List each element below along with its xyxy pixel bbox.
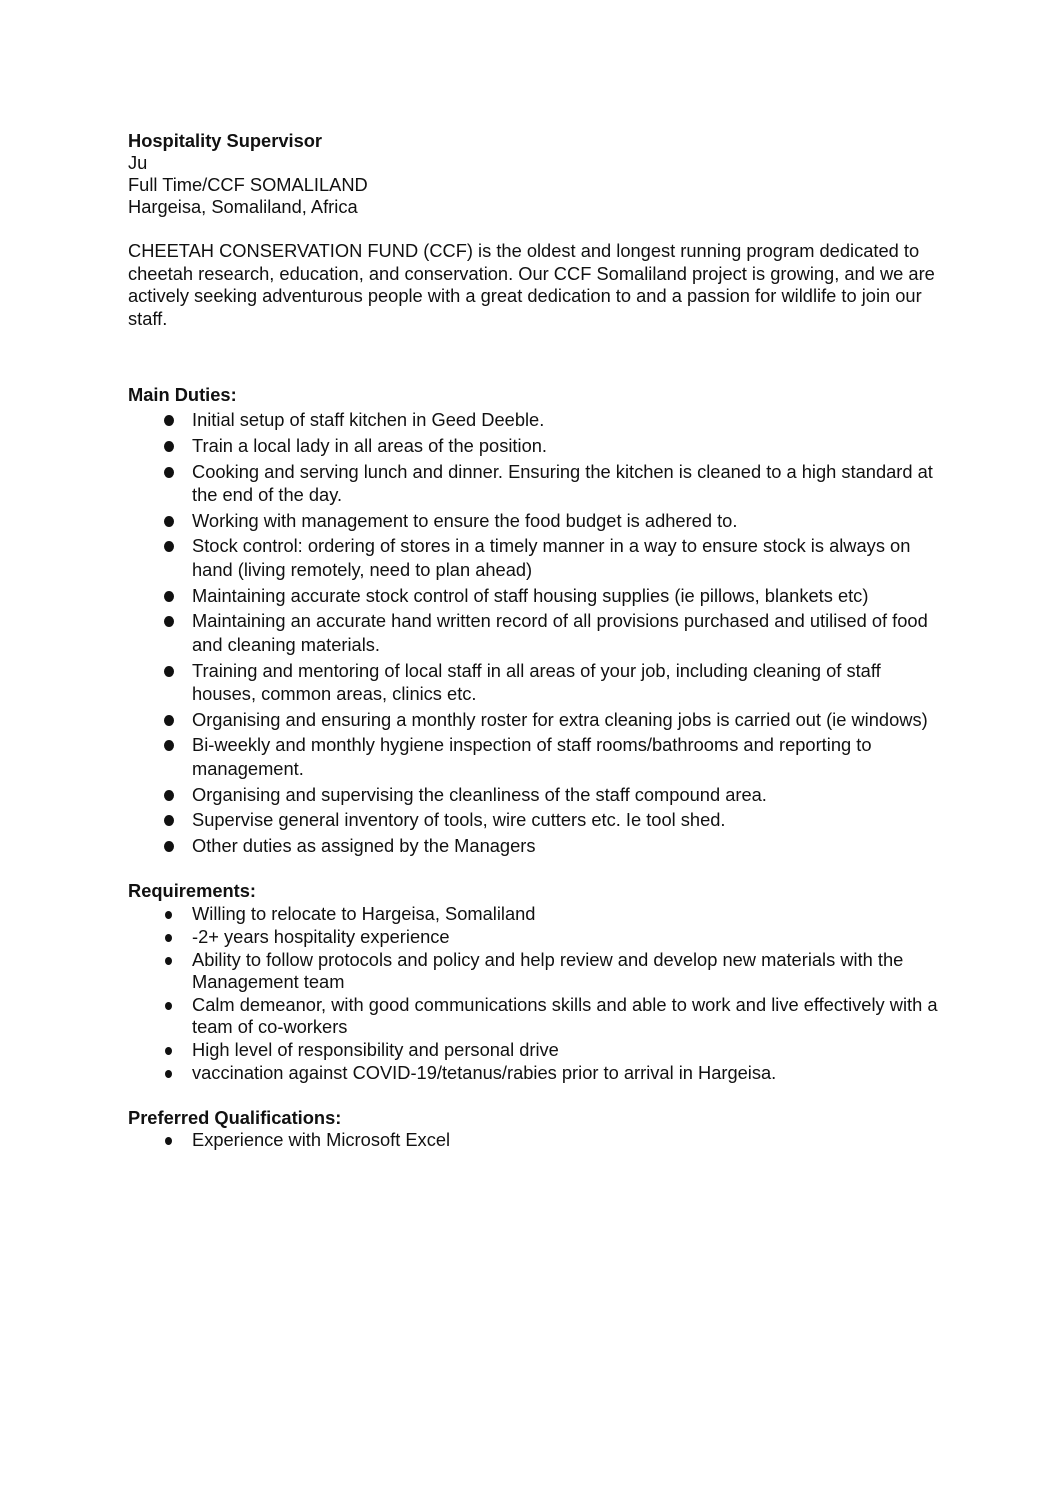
duty-item: Maintaining an accurate hand written record of all provisions purchased and utilised of food and cleaning materials. xyxy=(128,609,948,656)
bullet-icon xyxy=(165,1137,172,1145)
requirement-item: -2+ years hospitality experience xyxy=(128,926,948,948)
requirements-heading: Requirements: xyxy=(128,880,256,902)
intro-paragraph: CHEETAH CONSERVATION FUND (CCF) is the oldest and longest running program dedicated to cheetah research, education, and conservation. Our CCF Somaliland project is growing, and we are actively seeking adventurous people with a great dedication to and a passion for wildlife to join our staff. xyxy=(128,240,935,329)
bullet-icon xyxy=(164,790,174,801)
bullet-icon xyxy=(164,715,174,726)
preferred-qualifications-heading: Preferred Qualifications: xyxy=(128,1106,342,1128)
bullet-icon xyxy=(165,1047,172,1055)
bullet-icon xyxy=(164,415,174,426)
duty-item: Other duties as assigned by the Managers xyxy=(128,834,948,858)
bullet-icon xyxy=(165,1070,172,1078)
employment-type: Full Time/CCF SOMALILAND xyxy=(128,174,368,195)
duty-item: Train a local lady in all areas of the position. xyxy=(128,434,948,458)
job-title: Hospitality Supervisor xyxy=(128,130,323,151)
job-location: Hargeisa, Somaliland, Africa xyxy=(128,196,358,217)
bullet-icon xyxy=(164,467,174,478)
preferred-qualifications-list xyxy=(128,1129,948,1151)
bullet-icon xyxy=(164,740,174,751)
bullet-icon xyxy=(164,591,174,602)
requirement-item: vaccination against COVID-19/tetanus/rabies prior to arrival in Hargeisa. xyxy=(128,1062,948,1084)
duty-item: Training and mentoring of local staff in all areas of your job, including cleaning of staff houses, common areas, clinics etc. xyxy=(128,659,948,706)
bullet-icon xyxy=(164,616,174,627)
duty-item: Organising and supervising the cleanliness of the staff compound area. xyxy=(128,783,948,807)
requirement-item: Calm demeanor, with good communications skills and able to work and live effectively with a team of co-workers xyxy=(128,994,948,1039)
bullet-icon xyxy=(164,666,174,677)
requirement-item: Willing to relocate to Hargeisa, Somaliland xyxy=(128,903,948,925)
bullet-icon xyxy=(164,441,174,452)
bullet-icon xyxy=(165,1002,172,1010)
bullet-icon xyxy=(165,957,172,965)
duty-item: Organising and ensuring a monthly roster for extra cleaning jobs is carried out (ie windows) xyxy=(128,708,948,732)
bullet-icon xyxy=(164,541,174,552)
main-duties-list xyxy=(128,408,948,857)
requirement-item: Ability to follow protocols and policy and help review and develop new materials with the Management team xyxy=(128,949,948,994)
duty-item: Initial setup of staff kitchen in Geed Deeble. xyxy=(128,408,948,432)
requirement-item: High level of responsibility and personal drive xyxy=(128,1039,948,1061)
duty-item: Cooking and serving lunch and dinner. Ensuring the kitchen is cleaned to a high standard at the end of the day. xyxy=(128,460,948,507)
requirements-list xyxy=(128,903,948,1085)
bullet-icon xyxy=(165,934,172,942)
duty-item: Maintaining accurate stock control of staff housing supplies (ie pillows, blankets etc) xyxy=(128,584,948,608)
duty-item: Working with management to ensure the food budget is adhered to. xyxy=(128,509,948,533)
main-duties-heading: Main Duties: xyxy=(128,384,237,405)
job-posting-document xyxy=(128,130,948,1152)
duty-item: Bi-weekly and monthly hygiene inspection of staff rooms/bathrooms and reporting to management. xyxy=(128,733,948,780)
bullet-icon xyxy=(164,815,174,826)
job-subtitle: Ju xyxy=(128,152,148,173)
duty-item: Stock control: ordering of stores in a timely manner in a way to ensure stock is always on hand (living remotely, need to plan ahead) xyxy=(128,534,948,581)
duty-item: Supervise general inventory of tools, wire cutters etc. Ie tool shed. xyxy=(128,808,948,832)
bullet-icon xyxy=(165,911,172,919)
bullet-icon xyxy=(164,841,174,852)
bullet-icon xyxy=(164,516,174,527)
qualification-item: Experience with Microsoft Excel xyxy=(128,1129,948,1151)
